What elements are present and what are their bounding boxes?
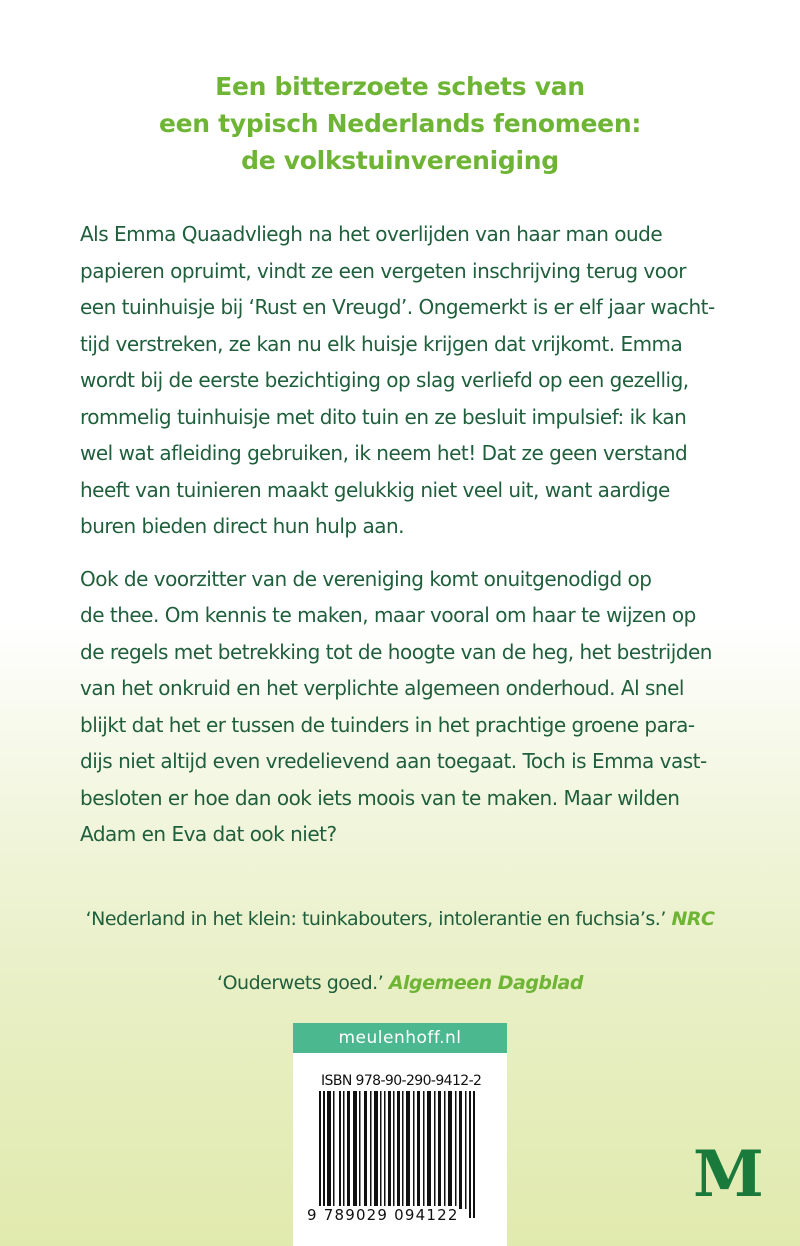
review-quote-ad [0,972,800,994]
headline [0,68,800,179]
blurb-line: buren bieden direct hun hulp aan. [80,514,405,538]
barcode-panel [293,1023,507,1246]
blurb-paragraph-1 [80,216,740,545]
blurb-line: blijkt dat het er tussen de tuinders in het prachtige groene para- [80,712,695,737]
publisher-url[interactable]: meulenhoff.nl [293,1023,507,1053]
review-quote-nrc [0,908,800,930]
blurb-line: heeft van tuinieren maakt gelukkig niet veel uit, want aardige [80,477,670,502]
blurb-line: wel wat afleiding gebruiken, ik neem het! Dat ze geen verstand [80,441,688,465]
publisher-logo-icon: M [693,1137,764,1212]
blurb-line: dijs niet altijd even vredelievend aan toegaat. Toch is Emma vast- [80,749,707,773]
headline-line: de volkstuinvereniging [241,146,559,175]
blurb-line: Ook de voorzitter van de vereniging komt onuitgenodigd op [80,566,652,591]
blurb-line: de regels met betrekking tot de hoogte van de heg, het bestrijden [80,639,712,664]
blurb-line: Adam en Eva dat ook niet? [80,822,337,846]
headline-line: Een bitterzoete schets van [215,72,585,101]
quote-text: ‘Nederland in het klein: tuinkabouters, intolerantie en fuchsia’s.’ [85,908,666,930]
blurb-line: de thee. Om kennis te maken, maar vooral om haar te wijzen op [80,603,696,627]
blurb-line: wordt bij de eerste bezichtiging op slag verliefd op een gezellig, [80,368,689,392]
blurb-line: tijd verstreken, ze kan nu elk huisje krijgen dat vrijkomt. Emma [80,331,683,356]
headline-line: een typisch Nederlands fenomeen: [158,109,642,138]
blurb-line: een tuinhuisje bij ‘Rust en Vreugd’. Ongemerkt is er elf jaar wacht- [80,295,715,319]
quote-text: ‘Ouderwets goed.’ [217,972,384,994]
blurb [80,216,740,869]
blurb-line: besloten er hoe dan ook iets moois van te maken. Maar wilden [80,785,680,810]
blurb-line: papieren opruimt, vindt ze een vergeten inschrijving terug voor [80,258,686,283]
quote-source: Algemeen Dagblad [388,972,583,994]
quote-source: NRC [671,908,715,930]
barcode-icon [319,1091,477,1218]
isbn-label: ISBN 978-90-290-9412-2 [321,1073,482,1089]
blurb-paragraph-2 [80,561,740,853]
blurb-line: Als Emma Quaadvliegh na het overlijden van haar man oude [80,222,663,246]
ean-digits: 9 789029 094122 [307,1206,459,1224]
blurb-line: rommelig tuinhuisje met dito tuin en ze besluit impulsief: ik kan [80,404,687,429]
blurb-line: van het onkruid en het verplichte algemeen onderhoud. Al snel [80,676,684,700]
